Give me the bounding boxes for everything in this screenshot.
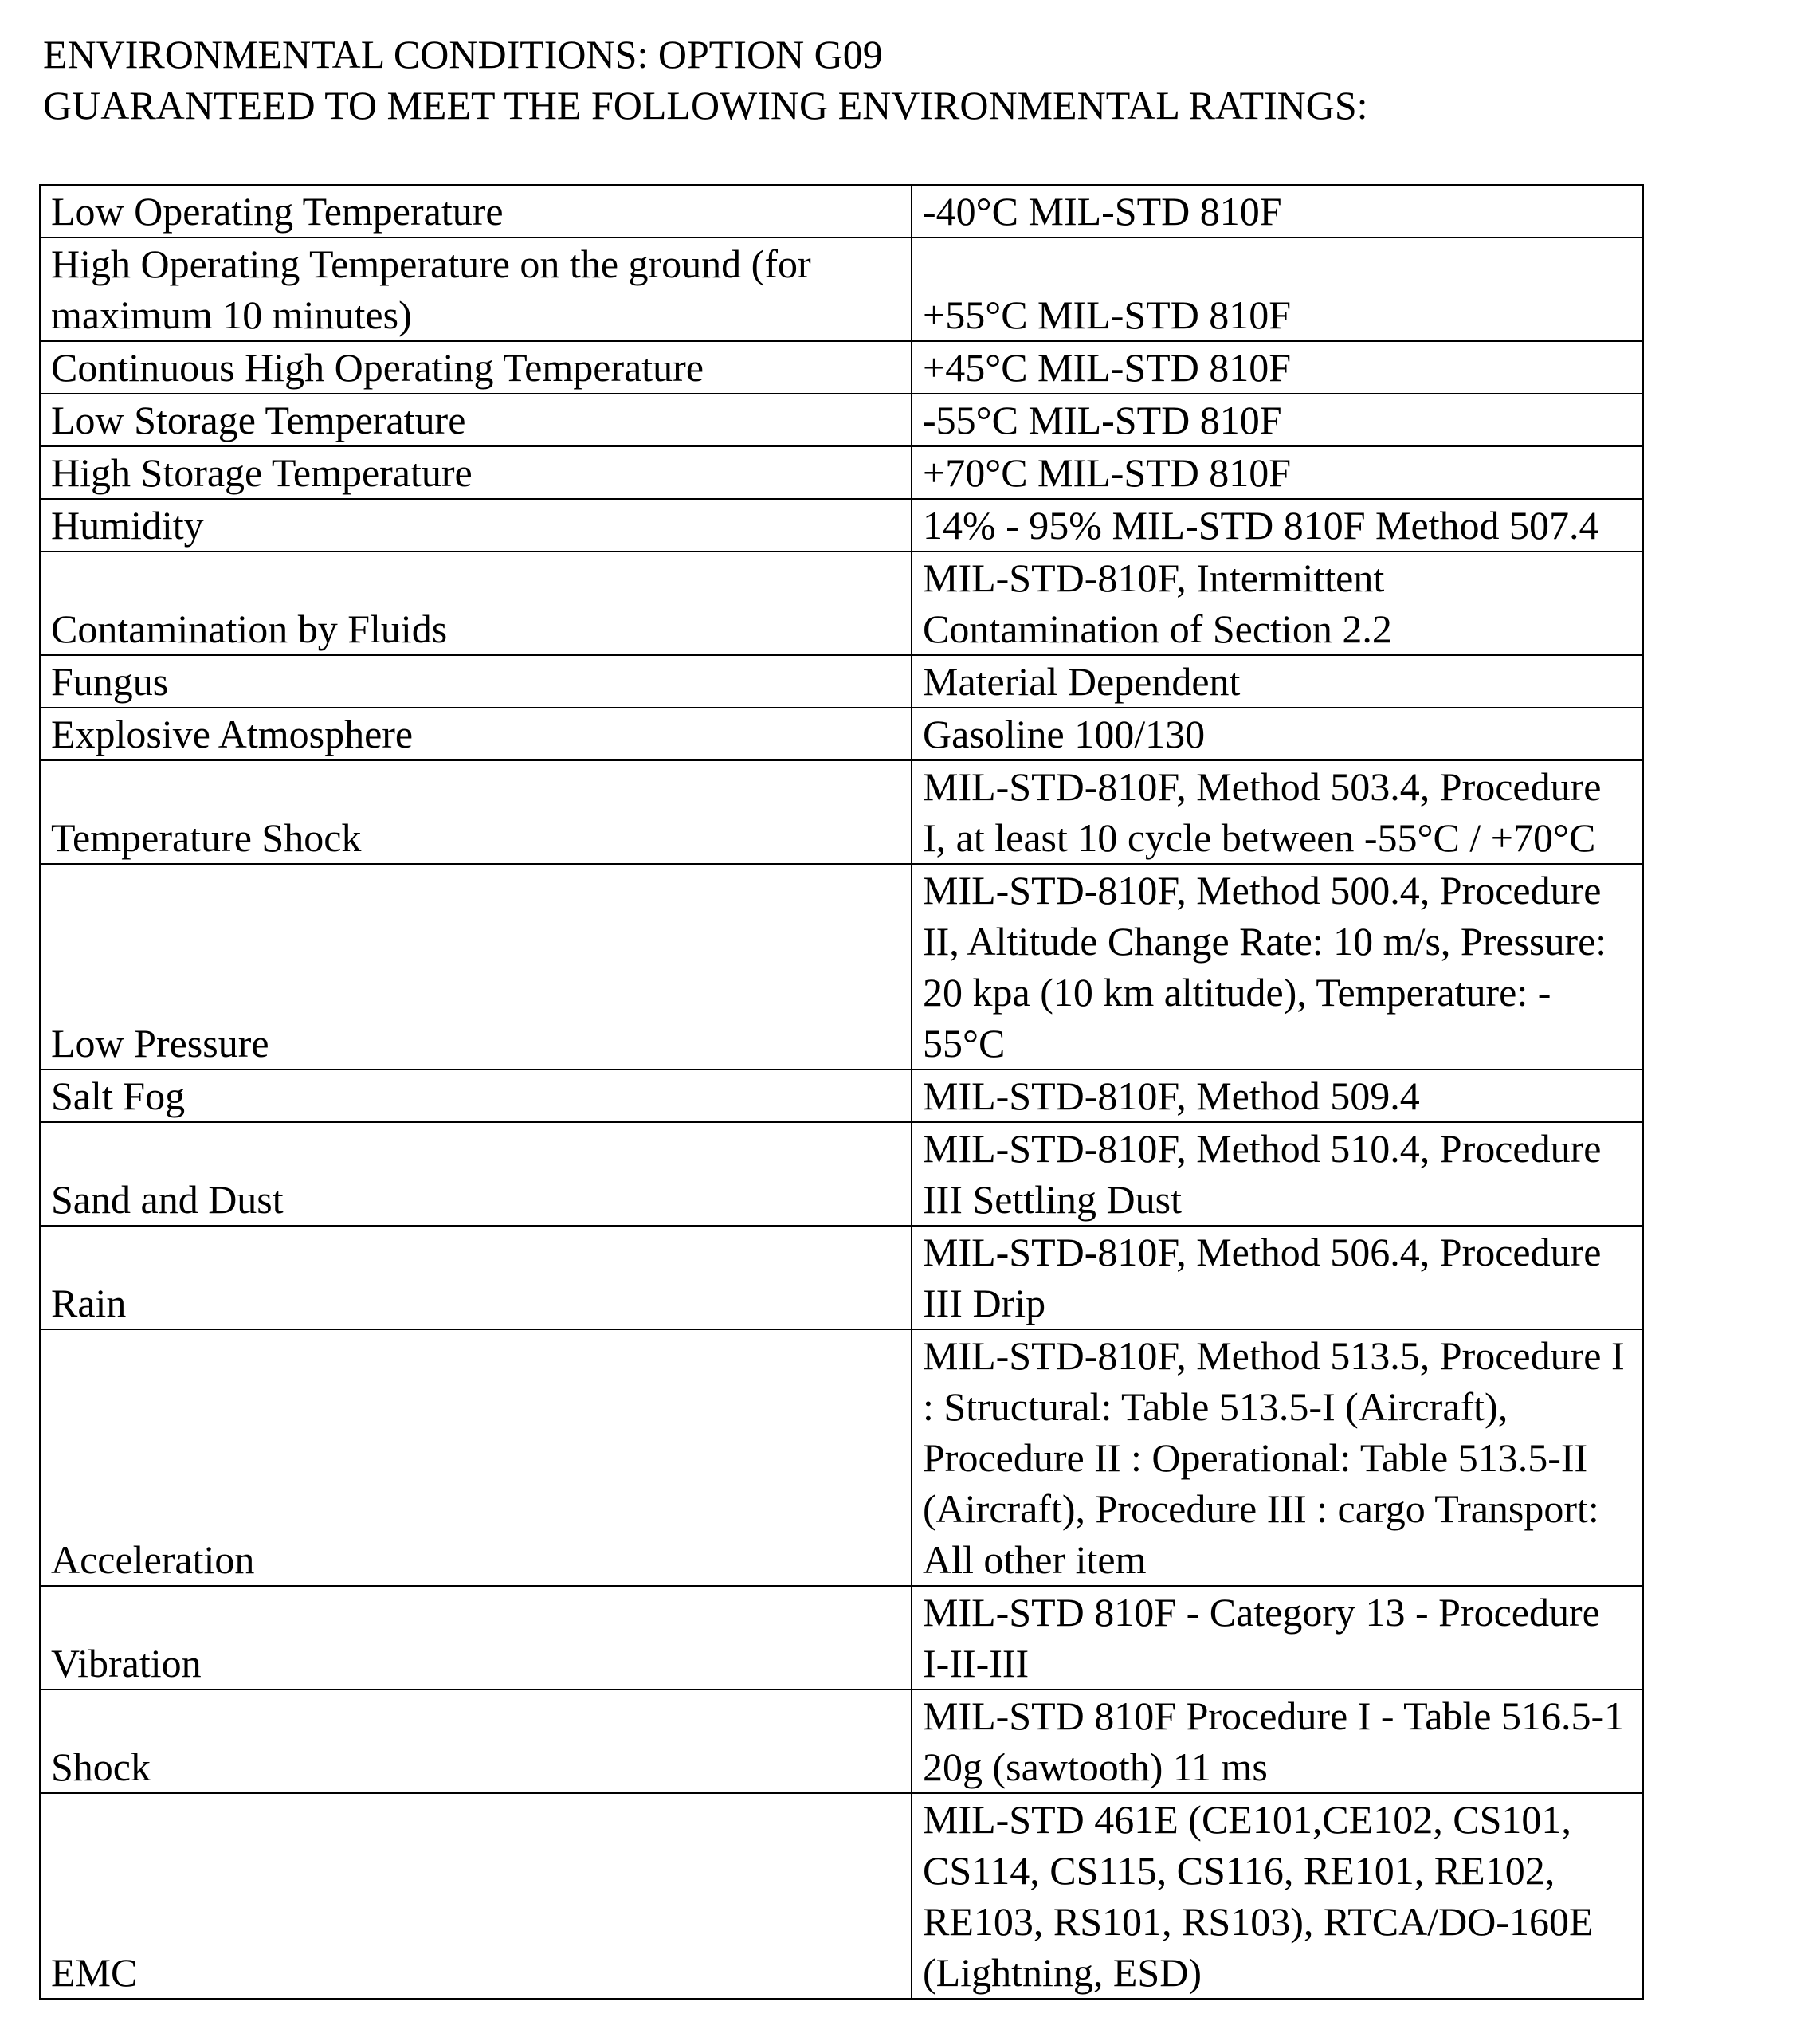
condition-cell: Humidity <box>40 499 912 551</box>
rating-cell: MIL-STD 810F Procedure I - Table 516.5-1 20g (sawtooth) 11 ms <box>912 1690 1643 1793</box>
table-row <box>40 1793 1643 1999</box>
condition-cell: Temperature Shock <box>40 760 912 864</box>
condition-cell: Vibration <box>40 1586 912 1690</box>
condition-cell: Continuous High Operating Temperature <box>40 341 912 394</box>
rating-cell: -55°C MIL-STD 810F <box>912 394 1643 446</box>
rating-cell: MIL-STD 461E (CE101,CE102, CS101, CS114, CS115, CS116, RE101, RE102, RE103, RS101, RS103), RTCA/DO-160E (Lightning, ESD) <box>912 1793 1643 1999</box>
rating-cell: MIL-STD 810F - Category 13 - Procedure I-II-III <box>912 1586 1643 1690</box>
table-row <box>40 341 1643 394</box>
table-row <box>40 1070 1643 1122</box>
table-row <box>40 237 1643 341</box>
table-row <box>40 551 1643 655</box>
rating-cell: Gasoline 100/130 <box>912 708 1643 760</box>
condition-cell: Rain <box>40 1226 912 1329</box>
rating-cell: -40°C MIL-STD 810F <box>912 185 1643 237</box>
condition-cell: Low Storage Temperature <box>40 394 912 446</box>
table-row <box>40 760 1643 864</box>
environmental-ratings-table <box>39 184 1644 2000</box>
rating-cell: Material Dependent <box>912 655 1643 708</box>
rating-cell: +70°C MIL-STD 810F <box>912 446 1643 499</box>
heading-line-1: ENVIRONMENTAL CONDITIONS: OPTION G09 <box>43 32 883 77</box>
table-row <box>40 1122 1643 1226</box>
table-row <box>40 394 1643 446</box>
table-row <box>40 1586 1643 1690</box>
condition-cell: High Storage Temperature <box>40 446 912 499</box>
document-heading <box>43 29 1368 131</box>
condition-cell: Low Operating Temperature <box>40 185 912 237</box>
condition-cell: High Operating Temperature on the ground (for maximum 10 minutes) <box>40 237 912 341</box>
heading-line-2: GUARANTEED TO MEET THE FOLLOWING ENVIRONMENTAL RATINGS: <box>43 83 1368 128</box>
condition-cell: Shock <box>40 1690 912 1793</box>
rating-cell: MIL-STD-810F, Intermittent Contamination of Section 2.2 <box>912 551 1643 655</box>
rating-cell: MIL-STD-810F, Method 510.4, Procedure III Settling Dust <box>912 1122 1643 1226</box>
table-row <box>40 708 1643 760</box>
condition-cell: Salt Fog <box>40 1070 912 1122</box>
condition-cell: Explosive Atmosphere <box>40 708 912 760</box>
condition-cell: Sand and Dust <box>40 1122 912 1226</box>
table-row <box>40 1226 1643 1329</box>
rating-cell: MIL-STD-810F, Method 509.4 <box>912 1070 1643 1122</box>
table-row <box>40 1329 1643 1586</box>
condition-cell: Low Pressure <box>40 864 912 1070</box>
table-row <box>40 864 1643 1070</box>
rating-cell: 14% - 95% MIL-STD 810F Method 507.4 <box>912 499 1643 551</box>
condition-cell: Acceleration <box>40 1329 912 1586</box>
table-row <box>40 185 1643 237</box>
rating-cell: +45°C MIL-STD 810F <box>912 341 1643 394</box>
rating-cell: MIL-STD-810F, Method 503.4, Procedure I, at least 10 cycle between -55°C / +70°C <box>912 760 1643 864</box>
condition-cell: EMC <box>40 1793 912 1999</box>
condition-cell: Fungus <box>40 655 912 708</box>
rating-cell: +55°C MIL-STD 810F <box>912 237 1643 341</box>
table-row <box>40 655 1643 708</box>
table-row <box>40 499 1643 551</box>
rating-cell: MIL-STD-810F, Method 506.4, Procedure III Drip <box>912 1226 1643 1329</box>
table-row <box>40 1690 1643 1793</box>
condition-cell: Contamination by Fluids <box>40 551 912 655</box>
rating-cell: MIL-STD-810F, Method 513.5, Procedure I : Structural: Table 513.5-I (Aircraft), Procedure II : Operational: Table 513.5-II (Aircraft), Procedure III : cargo Transport: All other item <box>912 1329 1643 1586</box>
rating-cell: MIL-STD-810F, Method 500.4, Procedure II, Altitude Change Rate: 10 m/s, Pressure: 20 kpa (10 km altitude), Temperature: - 55°C <box>912 864 1643 1070</box>
table-row <box>40 446 1643 499</box>
